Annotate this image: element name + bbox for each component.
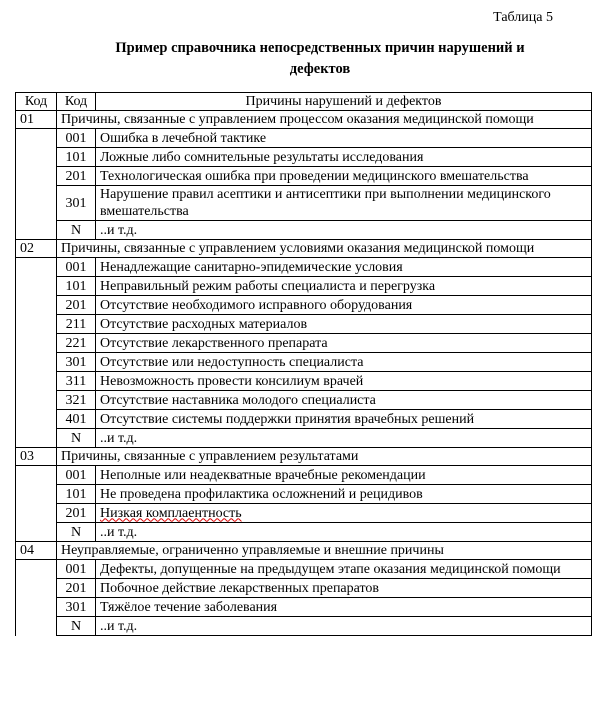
category-spacer-cell — [16, 560, 57, 579]
cause-code: 101 — [57, 277, 96, 296]
cause-code: 401 — [57, 410, 96, 429]
cause-row — [16, 429, 592, 448]
cause-description: Ошибка в лечебной тактике — [96, 129, 592, 148]
causes-reference-table — [15, 92, 592, 636]
category-row — [16, 240, 592, 258]
cause-code: 311 — [57, 372, 96, 391]
cause-code: 001 — [57, 129, 96, 148]
header-category-code: Код — [16, 93, 57, 111]
cause-row — [16, 523, 592, 542]
cause-description: ..и т.д. — [96, 523, 592, 542]
table-number-label: Таблица 5 — [493, 10, 553, 25]
category-name: Причины, связанные с управлением результатами — [57, 448, 592, 466]
cause-row — [16, 485, 592, 504]
cause-description: Ложные либо сомнительные результаты исследования — [96, 148, 592, 167]
table-title: Пример справочника непосредственных причин нарушений и дефектов — [115, 40, 525, 77]
category-spacer-cell — [16, 429, 57, 448]
cause-code: 301 — [57, 353, 96, 372]
category-spacer-cell — [16, 221, 57, 240]
cause-row — [16, 315, 592, 334]
header-item-code: Код — [57, 93, 96, 111]
category-spacer-cell — [16, 598, 57, 617]
category-code: 03 — [16, 448, 57, 466]
cause-description: Не проведена профилактика осложнений и рецидивов — [96, 485, 592, 504]
cause-row — [16, 466, 592, 485]
cause-row — [16, 167, 592, 186]
category-row — [16, 448, 592, 466]
cause-description: Отсутствие необходимого исправного оборудования — [96, 296, 592, 315]
cause-code: 301 — [57, 598, 96, 617]
category-spacer-cell — [16, 504, 57, 523]
cause-code: N — [57, 523, 96, 542]
cause-code: 001 — [57, 466, 96, 485]
cause-code: N — [57, 429, 96, 448]
category-spacer-cell — [16, 186, 57, 221]
cause-row — [16, 221, 592, 240]
cause-code: 321 — [57, 391, 96, 410]
category-row — [16, 111, 592, 129]
category-spacer-cell — [16, 523, 57, 542]
cause-row — [16, 617, 592, 636]
category-name: Причины, связанные с управлением процессом оказания медицинской помощи — [57, 111, 592, 129]
cause-description: Отсутствие или недоступность специалиста — [96, 353, 592, 372]
category-spacer-cell — [16, 334, 57, 353]
category-spacer-cell — [16, 485, 57, 504]
cause-row — [16, 334, 592, 353]
cause-code: 301 — [57, 186, 96, 221]
cause-description: Отсутствие системы поддержки принятия врачебных решений — [96, 410, 592, 429]
category-spacer-cell — [16, 372, 57, 391]
cause-row — [16, 296, 592, 315]
cause-code: N — [57, 617, 96, 636]
category-name: Неуправляемые, ограниченно управляемые и внешние причины — [57, 542, 592, 560]
category-spacer-cell — [16, 391, 57, 410]
category-spacer-cell — [16, 410, 57, 429]
category-spacer-cell — [16, 617, 57, 636]
cause-row — [16, 560, 592, 579]
category-spacer-cell — [16, 296, 57, 315]
category-spacer-cell — [16, 353, 57, 372]
cause-code: 201 — [57, 579, 96, 598]
cause-code: 201 — [57, 296, 96, 315]
cause-row — [16, 598, 592, 617]
category-spacer-cell — [16, 148, 57, 167]
cause-row — [16, 504, 592, 523]
cause-row — [16, 372, 592, 391]
cause-description: ..и т.д. — [96, 221, 592, 240]
category-spacer-cell — [16, 315, 57, 334]
category-spacer-cell — [16, 258, 57, 277]
cause-code: 001 — [57, 560, 96, 579]
cause-code: 001 — [57, 258, 96, 277]
cause-description: Тяжёлое течение заболевания — [96, 598, 592, 617]
category-name: Причины, связанные с управлением условиями оказания медицинской помощи — [57, 240, 592, 258]
cause-code: 211 — [57, 315, 96, 334]
cause-description: Ненадлежащие санитарно-эпидемические условия — [96, 258, 592, 277]
cause-description: Побочное действие лекарственных препаратов — [96, 579, 592, 598]
cause-description: Невозможность провести консилиум врачей — [96, 372, 592, 391]
cause-description: ..и т.д. — [96, 617, 592, 636]
cause-code: 101 — [57, 485, 96, 504]
cause-description: Отсутствие лекарственного препарата — [96, 334, 592, 353]
cause-description: Отсутствие наставника молодого специалиста — [96, 391, 592, 410]
cause-row — [16, 277, 592, 296]
cause-description: Нарушение правил асептики и антисептики при выполнении медицинского вмешательства — [96, 186, 592, 221]
cause-row — [16, 579, 592, 598]
cause-description: Низкая комплаентность — [96, 504, 592, 523]
header-row — [16, 93, 592, 111]
cause-description: Отсутствие расходных материалов — [96, 315, 592, 334]
category-code: 02 — [16, 240, 57, 258]
cause-row — [16, 391, 592, 410]
table-body — [16, 111, 592, 636]
cause-description: ..и т.д. — [96, 429, 592, 448]
cause-row — [16, 148, 592, 167]
cause-description: Технологическая ошибка при проведении медицинского вмешательства — [96, 167, 592, 186]
cause-description: Неполные или неадекватные врачебные рекомендации — [96, 466, 592, 485]
cause-code: 201 — [57, 167, 96, 186]
cause-row — [16, 258, 592, 277]
header-description: Причины нарушений и дефектов — [96, 93, 592, 111]
cause-code: 201 — [57, 504, 96, 523]
category-code: 01 — [16, 111, 57, 129]
cause-row — [16, 353, 592, 372]
category-spacer-cell — [16, 277, 57, 296]
category-spacer-cell — [16, 466, 57, 485]
cause-row — [16, 129, 592, 148]
cause-code: 221 — [57, 334, 96, 353]
cause-description: Дефекты, допущенные на предыдущем этапе оказания медицинской помощи — [96, 560, 592, 579]
cause-code: N — [57, 221, 96, 240]
cause-row — [16, 186, 592, 221]
category-spacer-cell — [16, 579, 57, 598]
cause-row — [16, 410, 592, 429]
category-spacer-cell — [16, 167, 57, 186]
category-spacer-cell — [16, 129, 57, 148]
category-code: 04 — [16, 542, 57, 560]
cause-description: Неправильный режим работы специалиста и перегрузка — [96, 277, 592, 296]
category-row — [16, 542, 592, 560]
cause-code: 101 — [57, 148, 96, 167]
